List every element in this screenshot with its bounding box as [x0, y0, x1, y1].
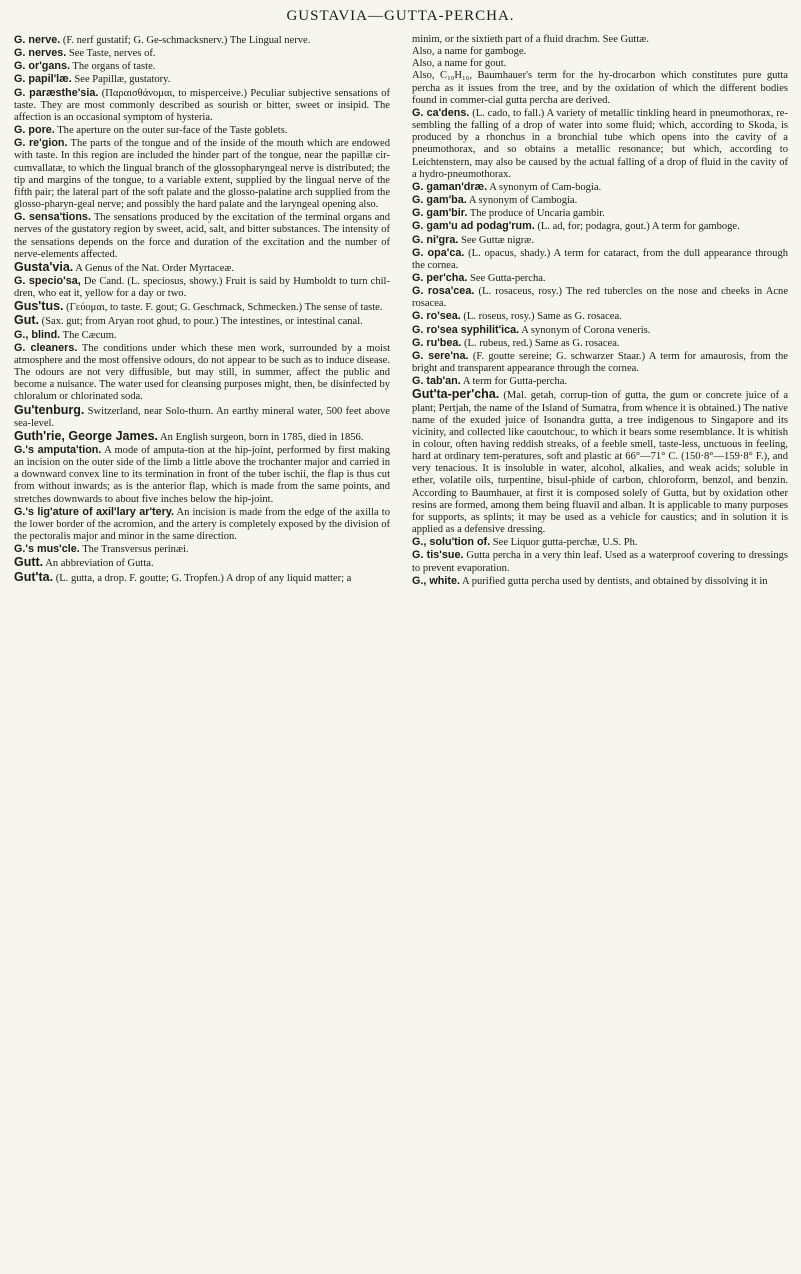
dictionary-entry [14, 329, 390, 342]
entry-definition: A purified gutta percha used by dentists, and obtained by dissolving it in [460, 575, 768, 587]
entry-definition: Switzerland, near Solo-thurn. An earthy mineral water, 500 feet above sea-level. [14, 405, 390, 429]
dictionary-entry [412, 34, 788, 46]
entry-headword: G., solu'tion of. [412, 536, 491, 549]
entry-definition: A synonym of Cambogia. [466, 195, 578, 207]
dictionary-entry [412, 285, 788, 310]
entry-definition: (L. ad, for; podagra, gout.) A term for gamboge. [534, 221, 740, 233]
entry-definition: (Mal. getah, corrup-tion of gutta, the gum or concrete juice of a plant; Pertjah, the name of the Island of Sumatra, from whence it is obtained.) The native name of the exuded juice of Isonandra gutta, a tree indigenous to Singapore and its vicinity, and collected like caoutchouc, to which it bears some resemblance. It is whitish in colour, often having reddish streaks, of a feeble smell, taste-less, unctuous in feeling, hard at ordinary tem-peratures, soft and plastic at 66°—71° C. (150·8°—159·8° F.), and very tenacious. It is insoluble in water, alcohol, alkalies, and weak acids; soluble in ether, volatile oils, turpentine, bisul-phide of carbon, chloroform, benzol, and benzin. According to Baumhauer, at first it is composed solely of Gutta, but by oxidation other resins are formed, among them being fluavil and alban. It is applicable to many purposes for supports, as splints; it may be used as a vehicle for caustics; and in solution it is applied as a defensive dressing. [412, 390, 788, 536]
dictionary-entry [412, 70, 788, 106]
entry-headword: Guth'rie, George James. [14, 428, 158, 443]
entry-headword: G. or'gans. [14, 60, 70, 73]
running-head: GUSTAVIA—GUTTA-PERCHA. [286, 8, 515, 24]
entry-definition: (Παραισθάνομαι, to misperceive.) Peculiar subjective sensations of taste. They are most commonly described as sourish or bitter, sweet or insipid. The affection is an occasional symptom of hysteria. [14, 87, 390, 123]
left-column [14, 34, 390, 585]
entry-definition: A Genus of the Nat. Order Myrtaceæ. [73, 262, 235, 274]
entry-headword: G. papil'læ. [14, 73, 72, 86]
entry-headword: G. ca'dens. [412, 106, 470, 119]
entry-headword: G. sere'na. [412, 349, 469, 362]
entry-definition: An English surgeon, born in 1785, died in 1856. [158, 431, 364, 443]
entry-definition: A synonym of Corona veneris. [519, 324, 651, 336]
entry-headword: G. per'cha. [412, 271, 468, 284]
dictionary-entry [412, 324, 788, 337]
entry-definition: An abbreviation of Gutta. [43, 558, 154, 570]
entry-definition: (Γεύομαι, to taste. F. gout; G. Geschmack, Schmecken.) The sense of taste. [63, 302, 383, 314]
dictionary-entry [14, 314, 390, 328]
entry-definition: (F. nerf gustatif; G. Ge-schmacksnerv.) The Lingual nerve. [60, 35, 311, 46]
dictionary-entry [412, 194, 788, 207]
dictionary-entry [412, 46, 788, 58]
entry-headword: G. opa'ca. [412, 246, 465, 259]
dictionary-entry [14, 87, 390, 124]
entry-headword: Gus'tus. [14, 299, 64, 314]
entry-headword: G. tab'an. [412, 375, 461, 388]
entry-definition: Also, a name for gamboge. [412, 46, 527, 58]
entry-definition: Also, C₁₀H₁₆, Baumhauer's term for the hy-drocarbon which constitutes pure gutta percha as it issues from the tree, and by the oxidation of which the different bodies found in commer-cial gutta percha are derived. [412, 70, 788, 106]
dictionary-entry [412, 234, 788, 247]
dictionary-entry [14, 211, 390, 261]
dictionary-entry [412, 536, 788, 549]
entry-headword: G. ro'sea. [412, 310, 461, 323]
entry-headword: Gu'tenburg. [14, 402, 85, 417]
entry-definition: (L. gutta, a drop. F. goutte; G. Tropfen.) A drop of any liquid matter; a [53, 572, 352, 584]
entry-definition: The aperture on the outer sur-face of the Taste goblets. [54, 125, 288, 137]
entry-headword: Gut'ta. [14, 569, 54, 584]
entry-headword: G. gam'ba. [412, 194, 467, 207]
dictionary-entry [14, 430, 390, 444]
entry-definition: (L. opacus, shady.) A term for cataract, from the dull appearance through the cornea. [412, 247, 789, 271]
dictionary-entry [14, 60, 390, 73]
dictionary-entry [412, 549, 788, 574]
dictionary-entry [412, 272, 788, 285]
right-column [412, 34, 788, 588]
dictionary-entry [14, 124, 390, 137]
dictionary-entry [14, 47, 390, 60]
dictionary-entry [14, 300, 390, 314]
dictionary-entry [412, 220, 788, 233]
dictionary-entry [14, 261, 390, 275]
entry-headword: G. sensa'tions. [14, 211, 91, 224]
entry-definition: See Taste, nerves of. [66, 48, 156, 60]
dictionary-entry [412, 388, 788, 536]
entry-definition: minim, or the sixtieth part of a fluid drachm. See Guttæ. [412, 34, 649, 45]
entry-definition: The Cæcum. [60, 329, 117, 341]
entry-headword: G.'s mus'cle. [14, 543, 80, 556]
dictionary-entry [14, 137, 390, 211]
entry-definition: Also, a name for gout. [412, 58, 507, 70]
entry-definition: See Papillæ, gustatory. [71, 74, 171, 86]
dictionary-entry [14, 404, 390, 430]
entry-definition: The conditions under which these men work, surrounded by a moist atmosphere and the most offensive odours, do not appear to be such as to induce disease. The odours are not very diffusible, but may still, in summer, affect the public and become a nuisance. The water used for cleansing purposes might, then, be disinfected by chloralum or chlorinated soda. [14, 342, 390, 403]
entry-headword: G. gam'u ad podag'rum. [412, 220, 535, 233]
dictionary-entry [14, 556, 390, 570]
entry-definition: The organs of taste. [69, 61, 156, 73]
entry-headword: G. specio'sa, [14, 274, 81, 287]
entry-headword: Gut. [14, 313, 39, 328]
dictionary-entry [412, 207, 788, 220]
entry-headword: Gutt. [14, 555, 44, 570]
entry-headword: G. paræsthe'sia. [14, 86, 99, 99]
entry-headword: G. nerves. [14, 47, 67, 60]
entry-headword: G. pore. [14, 124, 55, 137]
entry-definition: (L. cado, to fall.) A variety of metallic tinkling heard in pneumothorax, re-sembling the falling of a drop of water into some fluid; which, according to Skoda, is produced by a rhonchus in a bronchial tube which opens into the cavity of a pneumothorax, and so obtains a metallic resonance; but which, according to Leichtenstern, may also be caused by the actual falling of a drop of fluid in the cavity of a hydro-pneumothorax. [412, 107, 788, 180]
dictionary-entry [412, 181, 788, 194]
entry-headword: G. re'gion. [14, 137, 68, 150]
entry-definition: The Transversus perinæi. [79, 544, 189, 556]
entry-headword: G.'s amputa'tion. [14, 444, 102, 456]
entry-definition: (L. rosaceus, rosy.) The red tubercles on the nose and cheeks in Acne rosacea. [412, 286, 788, 310]
entry-definition: A synonym of Cam-bogia. [487, 181, 602, 193]
entry-headword: G. cleaners. [14, 341, 78, 354]
dictionary-entry [14, 543, 390, 556]
dictionary-entry [412, 107, 788, 181]
entry-definition: See Liquor gutta-perchæ, U.S. Ph. [490, 537, 638, 549]
dictionary-entry [14, 506, 390, 543]
dictionary-entry [14, 342, 390, 404]
dictionary-entry [412, 58, 788, 70]
entry-headword: Gut'ta-per'cha. [412, 387, 500, 402]
entry-headword: G. ro'sea syphilit'ica. [412, 323, 520, 336]
entry-headword: G. tis'sue. [412, 549, 464, 562]
entry-headword: Gusta'via. [14, 259, 74, 274]
dictionary-entry [14, 73, 390, 86]
entry-definition: Gutta percha in a very thin leaf. Used as a waterproof covering to dressings to prevent evaporation. [412, 550, 788, 574]
dictionary-entry [412, 247, 788, 272]
entry-headword: G. ni'gra. [412, 233, 459, 246]
entry-headword: G., white. [412, 574, 460, 587]
entry-headword: G. gam'bir. [412, 207, 468, 220]
dictionary-entry [412, 310, 788, 323]
entry-definition: (L. roseus, rosy.) Same as G. rosacea. [460, 311, 622, 323]
dictionary-entry [14, 571, 390, 585]
entry-definition: A mode of amputa-tion at the hip-joint, performed by first making an incision on the outer side of the limb a little above the trochanter major and carried in a downward convex line to its termination in front of the tuber ischii, the flap is thus cut from without inwards; as is the anterior flap, which is made from the same points, and stretches downwards to about five inches below the hip-joint. [14, 445, 391, 505]
dictionary-entry [14, 444, 390, 506]
entry-headword: G. ru'bea. [412, 336, 462, 349]
entry-definition: De Cand. (L. speciosus, showy.) Fruit is said by Humboldt to turn chil-dren, who eat it, yellow for a day or two. [14, 275, 390, 300]
entry-definition: See Gutta-percha. [467, 272, 546, 284]
dictionary-entry [412, 337, 788, 350]
dictionary-entry [412, 350, 788, 375]
entry-definition: See Guttæ nigræ. [458, 234, 534, 246]
entry-definition: The sensations produced by the excitation of the terminal organs and nerves of the gustatory region by sweet, acid, salt, and bitter substances. The intensity of the sensations depends on the force and duration of the excitation and the number of nerve-elements affected. [14, 212, 391, 260]
entry-definition: (L. rubeus, red.) Same as G. rosacea. [461, 337, 620, 349]
dictionary-entry [14, 34, 390, 47]
dictionary-entry [14, 275, 390, 300]
entry-definition: An incision is made from the edge of the axilla to the lower border of the acromion, and the artery is completely exposed by the division of the pectoralis major and minor in the same direction. [14, 506, 390, 543]
entry-definition: (Sax. gut; from Aryan root ghud, to pour.) The intestines, or intestinal canal. [39, 316, 363, 328]
entry-definition: (F. goutte sereine; G. schwarzer Staar.) A term for amaurosis, from the bright and transparent appearance through the cornea. [412, 350, 788, 375]
dictionary-entry [412, 575, 788, 588]
entry-headword: G. gaman'dræ. [412, 180, 488, 193]
entry-headword: G.'s lig'ature of axil'lary ar'tery. [14, 505, 175, 518]
entry-headword: G., blind. [14, 328, 61, 341]
entry-definition: A term for Gutta-percha. [460, 376, 568, 388]
entry-definition: The parts of the tongue and of the inside of the mouth which are endowed with taste. In this region are included the hinder part of the tongue, near the papillæ cir-cumvallatæ, to which the lingual branch of the glossopharyngeal nerve is distributed; the tip and margins of the tongue, to a variable extent, supplied by the lingual nerve of the fifth pair; the lateral part of the soft palate and the glosso-palatine arch supplied from the glosso-pharyn-geal nerve; and possibly the hard palate and the laryngeal opening also. [14, 138, 390, 211]
entry-definition: The produce of Uncaria gambir. [467, 208, 605, 220]
entry-headword: G. nerve. [14, 34, 61, 46]
entry-headword: G. rosa'cea. [412, 285, 475, 298]
